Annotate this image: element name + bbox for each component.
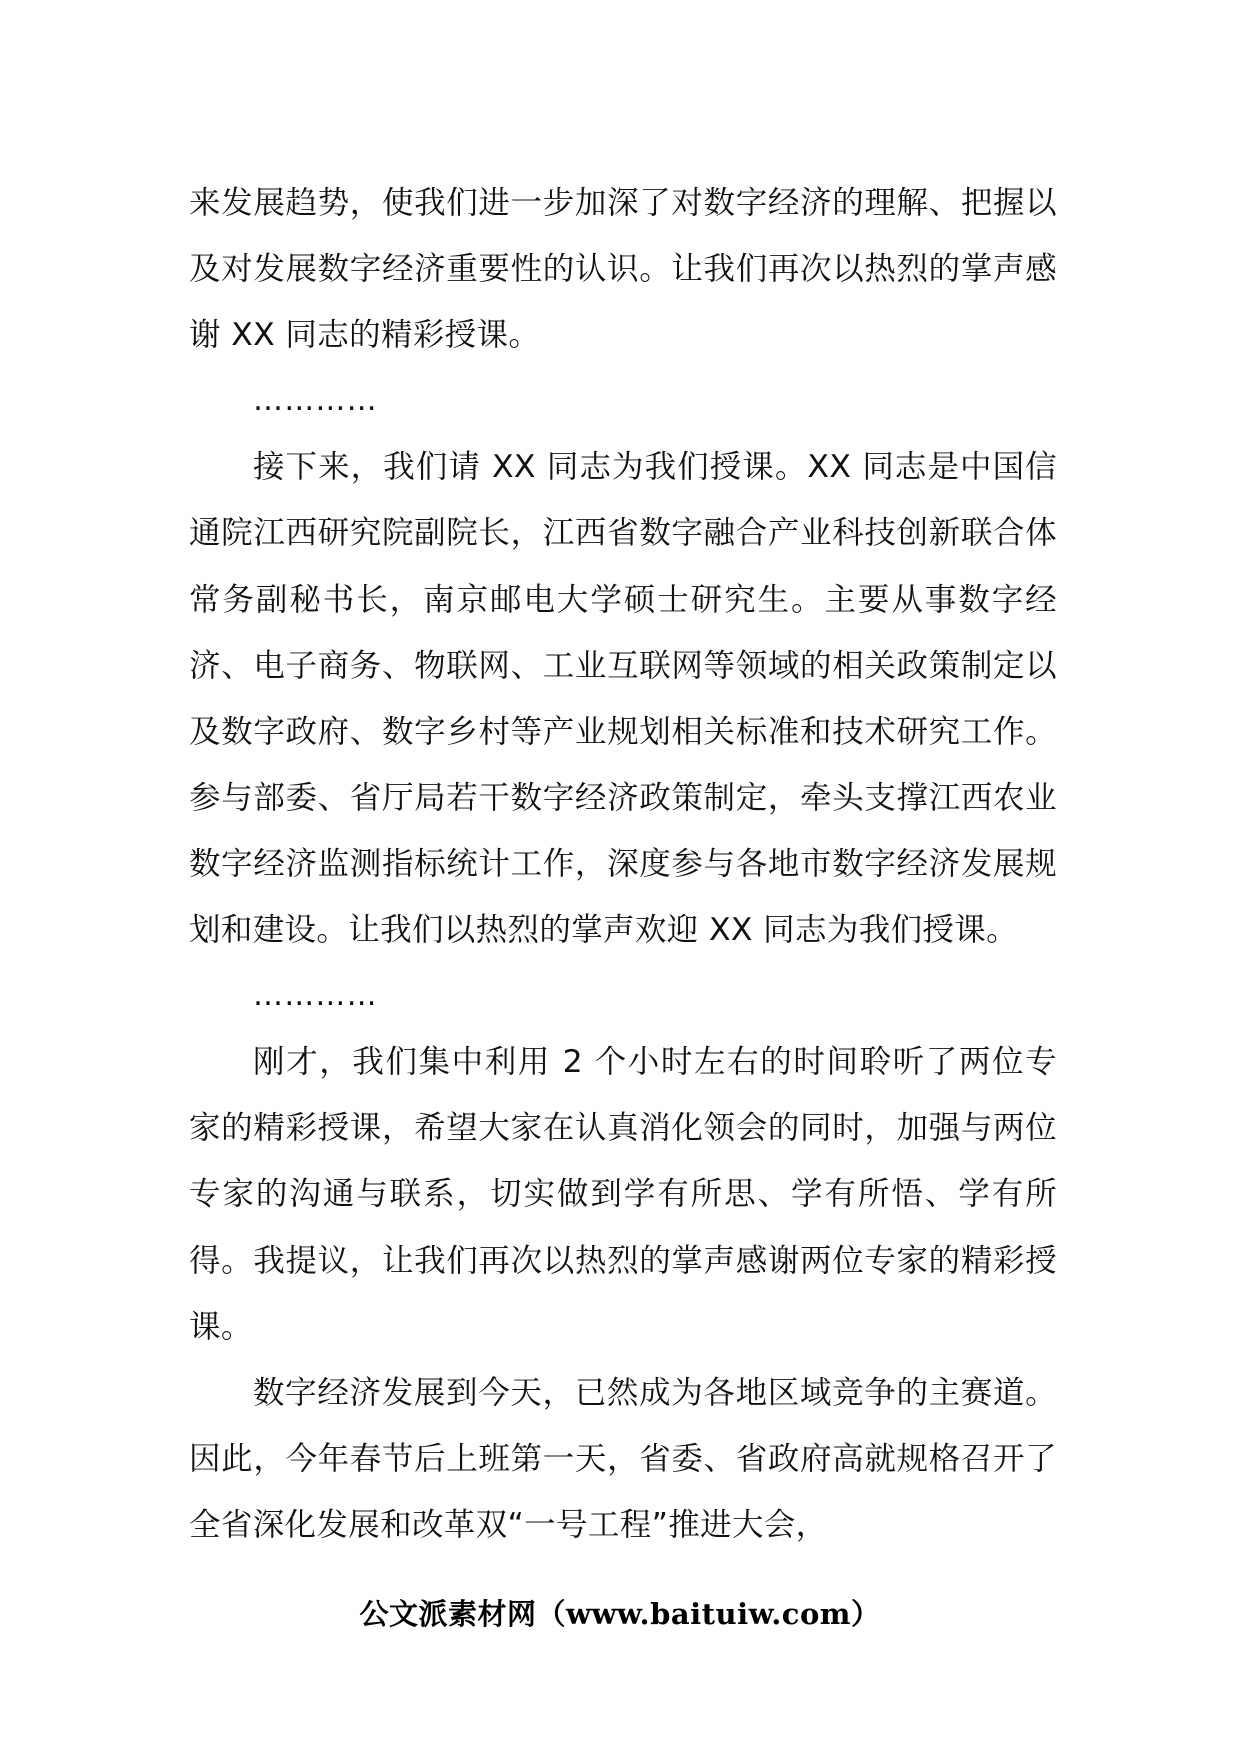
ellipsis-separator: …………	[253, 978, 378, 1014]
ellipsis-separator: …………	[253, 383, 378, 419]
paragraph-thanks: 刚才，我们集中利用 2 个小时左右的时间聆听了两位专家的精彩授课，希望大家在认真消化领会的同时，加强与两位专家的沟通与联系，切实做到学有所思、学有所悟、学有所得。我提议，让我们再次以热烈的掌声感谢两位专家的精彩授课。	[189, 1044, 1057, 1345]
footer-watermark: 公文派素材网（www.baituiw.com）	[359, 1597, 881, 1631]
paragraph-speaker-intro: 接下来，我们请 XX 同志为我们授课。XX 同志是中国信通院江西研究院副院长，江西省数字融合产业科技创新联合体常务副秘书长，南京邮电大学硕士研究生。主要从事数字经济、电子商务、物联网、工业互联网等领域的相关政策制定以及数字政府、数字乡村等产业规划相关标准和技术研究工作。参与部委、省厅局若干数字经济政策制定，牵头支撑江西农业数字经济监测指标统计工作，深度参与各地市数字经济发展规划和建设。让我们以热烈的掌声欢迎 XX 同志为我们授课。	[189, 449, 1057, 949]
paragraph-digital-economy: 数字经济发展到今天，已然成为各地区域竞争的主赛道。因此，今年春节后上班第一天，省委、省政府高就规格召开了全省深化发展和改革双“一号工程”推进大会，	[189, 1374, 1057, 1543]
document-body	[189, 170, 1057, 1558]
paragraph-continuation: 来发展趋势，使我们进一步加深了对数字经济的理解、把握以及对发展数字经济重要性的认识。让我们再次以热烈的掌声感谢 XX 同志的精彩授课。	[189, 185, 1057, 354]
